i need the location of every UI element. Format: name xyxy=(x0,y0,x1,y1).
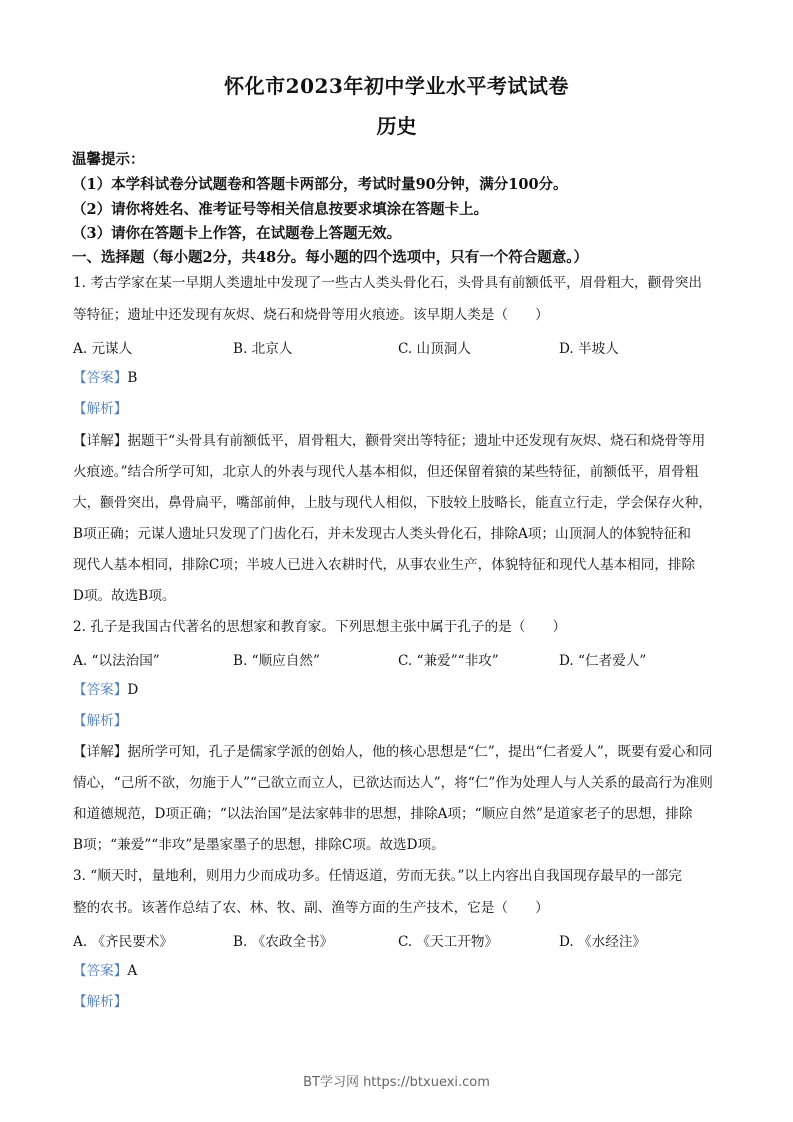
q1-detail-line-2: 火痕迹。”结合所学可知，北京人的外表与现代人基本相似，但还保留着猿的某些特征，前额低平，眉骨粗 xyxy=(73,464,699,480)
q2-detail-text: 据所学可知，孔子是儒家学派的创始人，他的核心思想是“仁”，提出“仁者爱人”，既要有爱心和同 xyxy=(127,744,713,760)
q1-answer-value: B xyxy=(127,370,138,386)
q3-answer-value: A xyxy=(127,963,138,979)
exam-title: 怀化市2023年初中学业水平考试试卷 xyxy=(224,74,569,98)
notice-item-3: （3）请你在答题卡上作答，在试题卷上答题无效。 xyxy=(72,225,402,242)
q3-stem-line-1: 3. “顺天时，量地利，则用力少而成功多。任情返道，劳而无获。”以上内容出自我国现存最早的一部完 xyxy=(73,868,682,884)
q2-option-d: D. “仁者爱人” xyxy=(559,653,647,669)
q1-analysis-label: 【解析】 xyxy=(73,401,128,417)
answer-label: 【答案】 xyxy=(73,682,128,698)
answer-label: 【答案】 xyxy=(73,370,128,386)
q2-answer-value: D xyxy=(127,682,139,698)
notice-item-2: （2）请你将姓名、准考证号等相关信息按要求填涂在答题卡上。 xyxy=(72,201,489,218)
q1-stem-line-2: 等特征；遗址中还发现有灰烬、烧石和烧骨等用火痕迹。该早期人类是（ ） xyxy=(73,307,549,323)
q1-answer xyxy=(73,368,137,388)
q1-detail-line-3: 大，颧骨突出，鼻骨扁平，嘴部前伸，上肢与现代人相似，下肢较上肢略长，能直立行走，学会保存火种， xyxy=(73,495,712,511)
q2-option-a: A. “以法治国” xyxy=(73,653,160,669)
q2-detail-line-4: B项；“兼爱”“非攻”是墨家墨子的思想，排除C项。故选D项。 xyxy=(73,837,445,853)
notice-heading: 温馨提示： xyxy=(72,151,145,168)
detail-label: 【详解】 xyxy=(73,744,128,760)
q1-detail-line-1 xyxy=(73,431,705,451)
q1-detail-line-5: 现代人基本相同，排除C项；半坡人已进入农耕时代，从事农业生产，体貌特征和现代人基本相同，排除 xyxy=(73,557,696,573)
section-heading: 一、选择题（每小题2分，共48分。每小题的四个选项中，只有一个符合题意。） xyxy=(72,249,589,266)
q1-detail-line-6: D项。故选B项。 xyxy=(73,588,176,604)
q3-option-d: D. 《水经注》 xyxy=(559,934,647,950)
q2-detail-line-2: 情心，“己所不欲，勿施于人”“己欲立而立人，已欲达而达人”，将“仁”作为处理人与人关系的最高行为准则 xyxy=(73,775,713,791)
q2-stem-line-1: 2. 孔子是我国古代著名的思想家和教育家。下列思想主张中属于孔子的是（ ） xyxy=(73,619,567,635)
q2-detail-line-1 xyxy=(73,742,713,762)
q2-answer xyxy=(73,680,138,700)
q3-stem-line-2: 整的农书。该著作总结了农、林、牧、副、渔等方面的生产技术，它是（ ） xyxy=(73,900,549,916)
q3-option-b: B. 《农政全书》 xyxy=(233,934,334,950)
q3-option-a: A. 《齐民要术》 xyxy=(73,934,174,950)
q2-option-b: B. “顺应自然” xyxy=(233,653,320,669)
q2-option-c: C. “兼爱”“非攻” xyxy=(398,653,499,669)
answer-label: 【答案】 xyxy=(73,963,128,979)
q1-option-b: B. 北京人 xyxy=(233,341,293,357)
q1-option-c: C. 山顶洞人 xyxy=(398,341,471,357)
q1-detail-text: 据题干“头骨具有前额低平，眉骨粗大，颧骨突出等特征；遗址中还发现有灰烬、烧石和烧骨等用 xyxy=(127,433,706,449)
q2-detail-line-3: 和道德规范，D项正确；“以法治国”是法家韩非的思想，排除A项；“顺应自然”是道家老子的思想，排除 xyxy=(73,806,693,822)
detail-label: 【详解】 xyxy=(73,433,128,449)
q2-analysis-label: 【解析】 xyxy=(73,713,128,729)
subject-title: 历史 xyxy=(376,114,417,138)
q1-detail-line-4: B项正确；元谋人遗址只发现了门齿化石，并未发现古人类头骨化石，排除A项；山顶洞人的体貌特征和 xyxy=(73,526,691,542)
q3-option-c: C. 《天工开物》 xyxy=(398,934,499,950)
q3-analysis-label: 【解析】 xyxy=(73,994,128,1010)
q1-stem-line-1: 1. 考古学家在某一早期人类遗址中发现了一些古人类头骨化石，头骨具有前额低平，眉骨粗大，颧骨突出 xyxy=(73,275,703,291)
footer-watermark: BT学习网 https://btxuexi.com xyxy=(303,1075,490,1090)
notice-item-1: （1）本学科试卷分试题卷和答题卡两部分，考试时量90分钟，满分100分。 xyxy=(72,176,568,193)
q3-answer xyxy=(73,961,137,981)
q1-option-d: D. 半坡人 xyxy=(559,341,619,357)
q1-option-a: A. 元谋人 xyxy=(73,341,133,357)
